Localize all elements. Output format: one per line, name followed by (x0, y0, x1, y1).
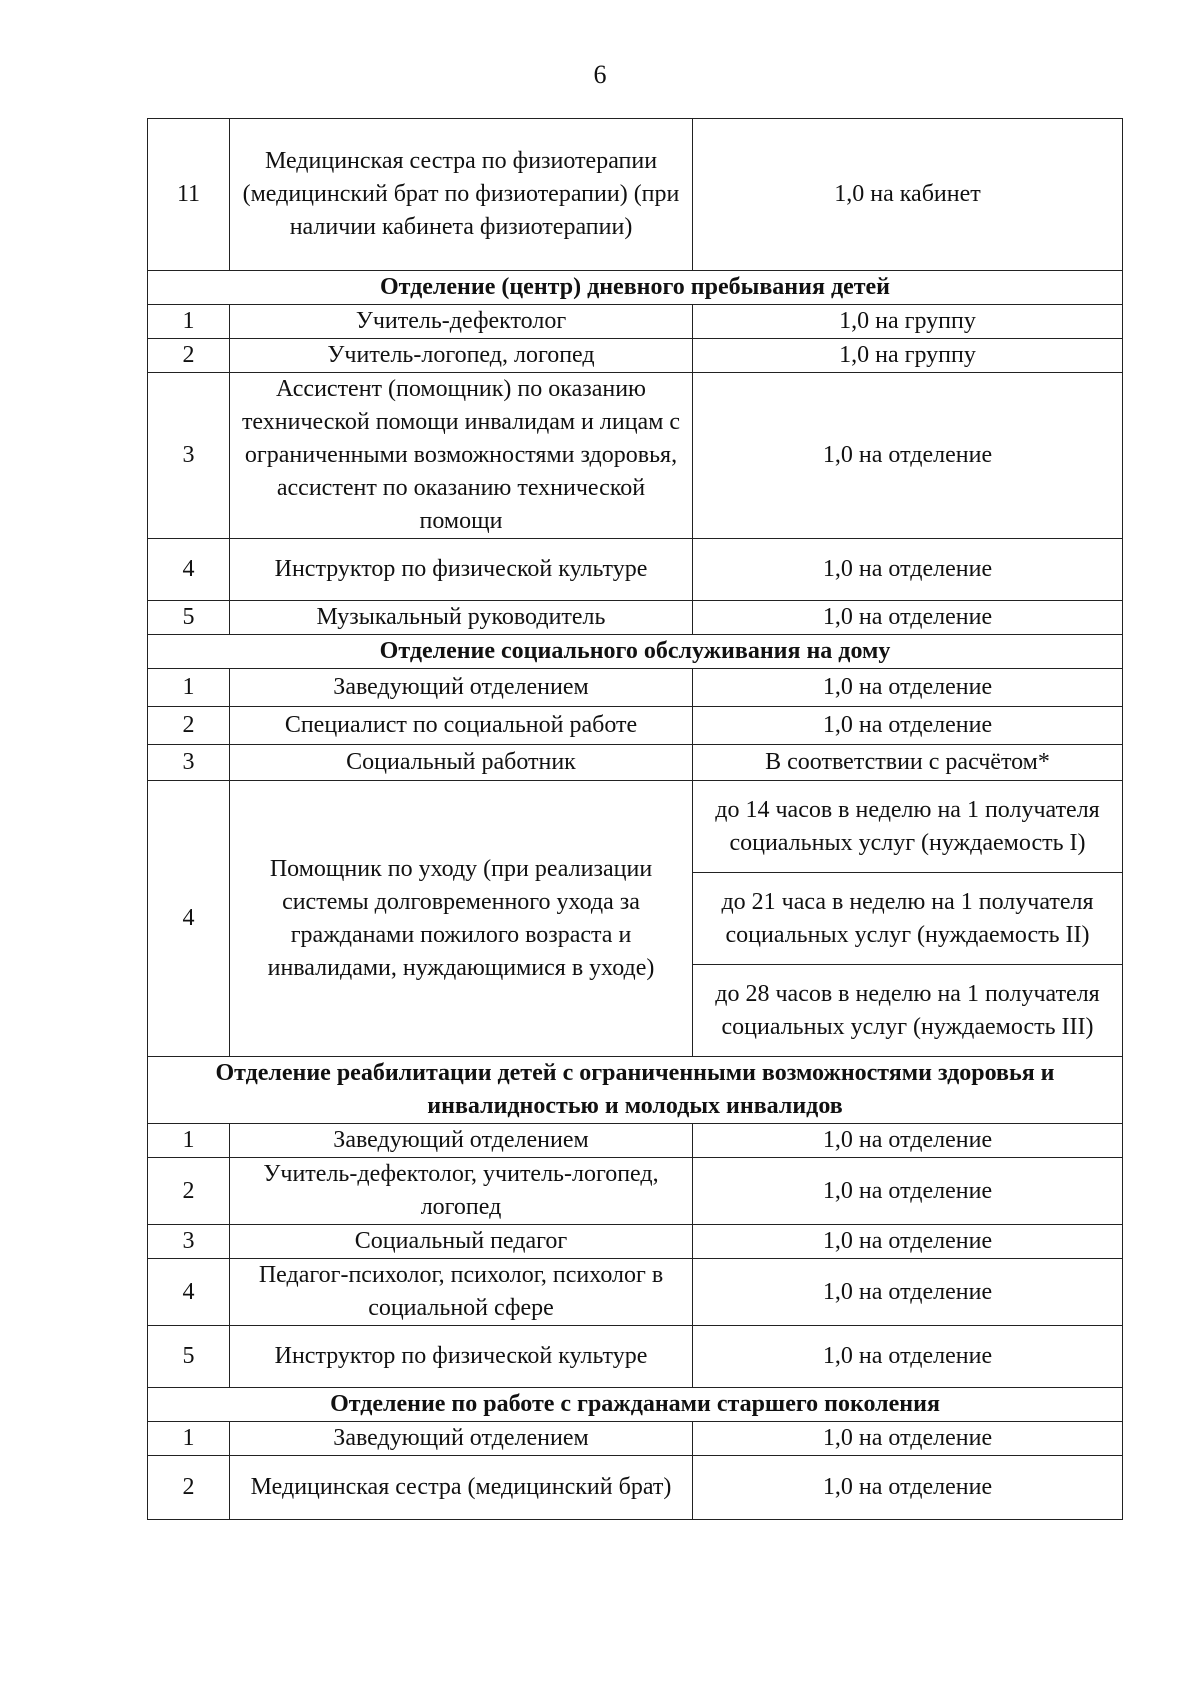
position-name: Учитель-дефектолог (230, 305, 693, 339)
row-number: 2 (148, 339, 230, 373)
staff-norm: 1,0 на кабинет (693, 119, 1123, 271)
table-row (148, 707, 1123, 745)
row-number: 5 (148, 601, 230, 635)
section-header-row (148, 271, 1123, 305)
table-row (148, 1124, 1123, 1158)
position-name: Специалист по социальной работе (230, 707, 693, 745)
staff-norm: до 14 часов в неделю на 1 получателя социальных услуг (нуждаемость I) (693, 781, 1123, 873)
staff-norm: 1,0 на отделение (693, 373, 1123, 539)
row-number: 1 (148, 669, 230, 707)
section-header-row (148, 1057, 1123, 1124)
position-name: Медицинская сестра (медицинский брат) (230, 1456, 693, 1520)
section-title: Отделение по работе с гражданами старшего поколения (148, 1388, 1123, 1422)
table-row (148, 539, 1123, 601)
position-name: Помощник по уходу (при реализации системы долговременного ухода за гражданами пожилого возраста и инвалидами, нуждающимися в уходе) (230, 781, 693, 1057)
staff-norm: 1,0 на отделение (693, 1259, 1123, 1326)
position-name: Заведующий отделением (230, 669, 693, 707)
position-name: Педагог-психолог, психолог, психолог в социальной сфере (230, 1259, 693, 1326)
row-number: 2 (148, 1158, 230, 1225)
row-number: 2 (148, 1456, 230, 1520)
row-number: 3 (148, 1225, 230, 1259)
position-name: Музыкальный руководитель (230, 601, 693, 635)
table-row (148, 305, 1123, 339)
section-title: Отделение (центр) дневного пребывания детей (148, 271, 1123, 305)
staff-norm: 1,0 на отделение (693, 601, 1123, 635)
section-header-row (148, 635, 1123, 669)
staff-norm: до 28 часов в неделю на 1 получателя социальных услуг (нуждаемость III) (693, 965, 1123, 1057)
staff-norm: 1,0 на отделение (693, 1422, 1123, 1456)
staff-norm: 1,0 на отделение (693, 539, 1123, 601)
section-title: Отделение реабилитации детей с ограниченными возможностями здоровья и инвалидностью и молодых инвалидов (148, 1057, 1123, 1124)
table-row (148, 1225, 1123, 1259)
row-number: 5 (148, 1326, 230, 1388)
table-row (148, 119, 1123, 271)
position-name: Инструктор по физической культуре (230, 1326, 693, 1388)
row-number: 1 (148, 305, 230, 339)
staff-norm: 1,0 на отделение (693, 1456, 1123, 1520)
staff-norm: 1,0 на отделение (693, 1225, 1123, 1259)
position-name: Заведующий отделением (230, 1124, 693, 1158)
staff-norm: 1,0 на отделение (693, 1326, 1123, 1388)
position-name: Учитель-дефектолог, учитель-логопед, логопед (230, 1158, 693, 1225)
table-row (148, 745, 1123, 781)
staff-norm: до 21 часа в неделю на 1 получателя социальных услуг (нуждаемость II) (693, 873, 1123, 965)
row-number: 2 (148, 707, 230, 745)
staff-norm: 1,0 на группу (693, 339, 1123, 373)
staff-norm: 1,0 на группу (693, 305, 1123, 339)
staff-norm: В соответствии с расчётом* (693, 745, 1123, 781)
table-row (148, 373, 1123, 539)
position-name: Ассистент (помощник) по оказанию технической помощи инвалидам и лицам с ограниченными возможностями здоровья, ассистент по оказанию технической помощи (230, 373, 693, 539)
table-row (148, 1422, 1123, 1456)
section-title: Отделение социального обслуживания на дому (148, 635, 1123, 669)
page-number: 6 (593, 60, 607, 89)
table-row (148, 1326, 1123, 1388)
position-name: Социальный работник (230, 745, 693, 781)
row-number: 4 (148, 539, 230, 601)
row-number: 1 (148, 1124, 230, 1158)
staff-norm: 1,0 на отделение (693, 1124, 1123, 1158)
position-name: Учитель-логопед, логопед (230, 339, 693, 373)
table-row (148, 601, 1123, 635)
row-number: 1 (148, 1422, 230, 1456)
table-row (148, 669, 1123, 707)
section-header-row (148, 1388, 1123, 1422)
position-name: Заведующий отделением (230, 1422, 693, 1456)
row-number: 3 (148, 745, 230, 781)
row-number: 3 (148, 373, 230, 539)
staff-norm: 1,0 на отделение (693, 707, 1123, 745)
position-name: Инструктор по физической культуре (230, 539, 693, 601)
staff-norm: 1,0 на отделение (693, 1158, 1123, 1225)
table-row (148, 781, 1123, 873)
staff-norm: 1,0 на отделение (693, 669, 1123, 707)
table-row (148, 1456, 1123, 1520)
table-row (148, 1158, 1123, 1225)
row-number: 4 (148, 1259, 230, 1326)
row-number: 11 (148, 119, 230, 271)
table-row (148, 1259, 1123, 1326)
position-name: Медицинская сестра по физиотерапии (медицинский брат по физиотерапии) (при наличии кабинета физиотерапии) (230, 119, 693, 271)
position-name: Социальный педагог (230, 1225, 693, 1259)
table-row (148, 339, 1123, 373)
staffing-table (147, 118, 1123, 1520)
row-number: 4 (148, 781, 230, 1057)
